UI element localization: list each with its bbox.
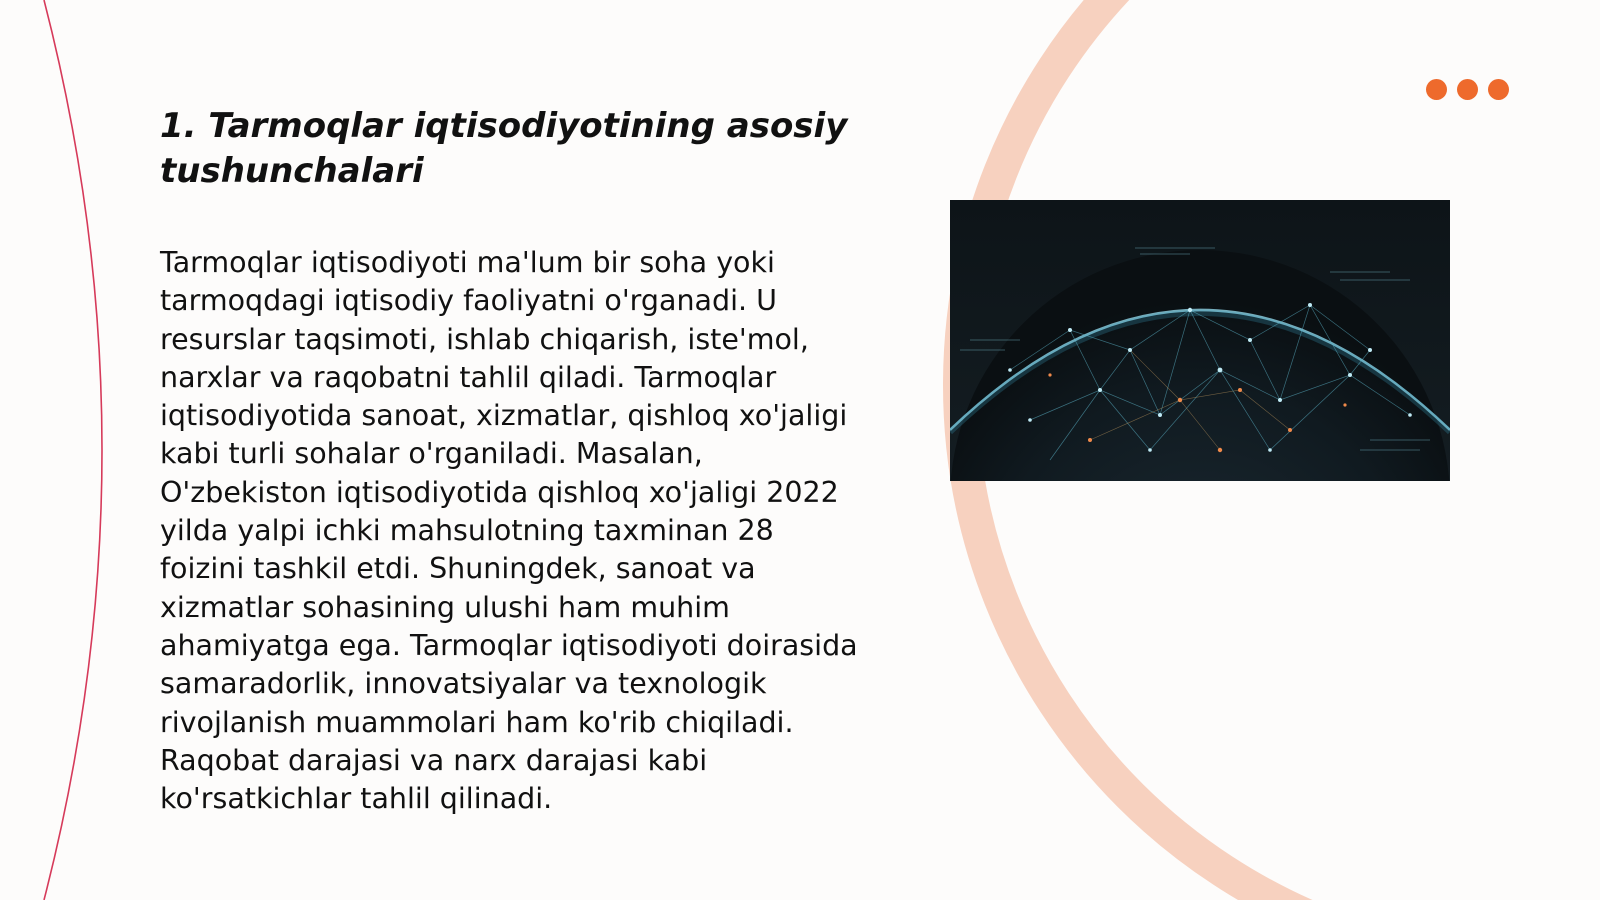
slide-title: 1. Tarmoqlar iqtisodiyotining asosiy tushunchalari	[160, 106, 848, 191]
orange-dot-icon	[1457, 79, 1478, 100]
network-globe-icon	[950, 200, 1450, 481]
decorative-dots	[1426, 79, 1509, 100]
orange-dot-icon	[1488, 79, 1509, 100]
orange-dot-icon	[1426, 79, 1447, 100]
decorative-left-curve	[44, 0, 102, 900]
slide-body-text: Tarmoqlar iqtisodiyoti ma'lum bir soha yoki tarmoqdagi iqtisodiy faoliyatni o'rganadi. U resurslar taqsimoti, ishlab chiqarish, iste'mol, narxlar va raqobatni tahlil qiladi. Tarmoqlar iqtisodiyotida sanoat, xizmatlar, qishloq xo'jaligi kabi turli sohalar o'rganiladi. Masalan, O'zbekiston iqtisodiyotida qishloq xo'jaligi 2022 yilda yalpi ichki mahsulotning taxminan 28 foizini tashkil etdi. Shuningdek, sanoat va xizmatlar sohasining ulushi ham muhim ahamiyatga ega. Tarmoqlar iqtisodiyoti doirasida samaradorlik, innovatsiyalar va texnologik rivojlanish muammolari ham ko'rib chiqiladi. Raqobat darajasi va narx darajasi kabi ko'rsatkichlar tahlil qilinadi.	[160, 246, 858, 816]
network-globe-image	[950, 200, 1450, 481]
